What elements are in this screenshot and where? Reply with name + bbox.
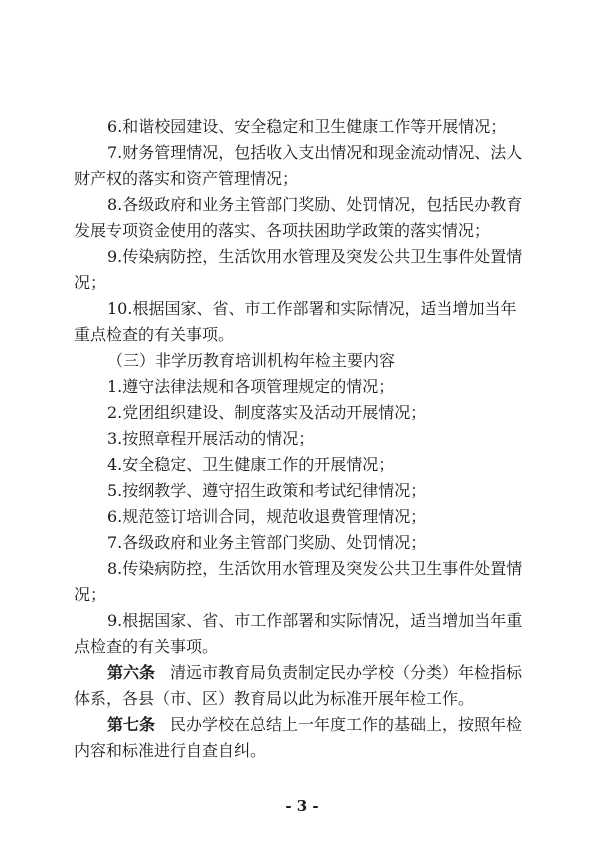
article-6-label: 第六条 [107, 663, 156, 682]
item-text: 发展专项资金使用的落实、各项扶困助学政策的落实情况； [74, 221, 491, 240]
item-text: 7.各级政府和业务主管部门奖励、处罚情况； [107, 533, 427, 552]
article-7-text: 民办学校在总结上一年度工作的基础上，按照年检 [170, 715, 523, 734]
item-text: 4.安全稳定、卫生健康工作的开展情况； [107, 455, 395, 474]
item-text: 2.党团组织建设、制度落实及活动开展情况； [107, 403, 427, 422]
item-text: 3.按照章程开展活动的情况； [107, 429, 315, 448]
item-text: 10.根据国家、省、市工作部署和实际情况，适当增加当年 [107, 299, 517, 318]
page-number: - 3 - [285, 797, 319, 815]
article-6-text: 清远市教育局负责制定民办学校（分类）年检指标 [170, 663, 523, 682]
item-text: 8.传染病防控，生活饮用水管理及突发公共卫生事件处置情 [107, 559, 523, 578]
item-text: 7.财务管理情况，包括收入支出情况和现金流动情况、法人 [107, 143, 523, 162]
article-7-text: 内容和标准进行自查自纠。 [74, 741, 267, 760]
item-text: 8.各级政府和业务主管部门奖励、处罚情况，包括民办教育 [107, 195, 523, 214]
item-text: 6.规范签订培训合同，规范收退费管理情况； [107, 507, 427, 526]
item-text: 9.传染病防控，生活饮用水管理及突发公共卫生事件处置情 [107, 247, 523, 266]
item-text: 5.按纲教学、遵守招生政策和考试纪律情况； [107, 481, 427, 500]
item-text: 况； [74, 273, 107, 292]
item-text: 1.遵守法律法规和各项管理规定的情况； [107, 377, 395, 396]
item-text: 况； [74, 585, 107, 604]
item-text: 9.根据国家、省、市工作部署和实际情况，适当增加当年重 [107, 611, 523, 630]
item-text: 财产权的落实和资产管理情况； [74, 169, 299, 188]
article-6-text: 体系，各县（市、区）教育局以此为标准开展年检工作。 [74, 689, 475, 708]
item-text: 点检查的有关事项。 [74, 637, 219, 656]
item-text: 重点检查的有关事项。 [74, 325, 235, 344]
section-heading-text: （三）非学历教育培训机构年检主要内容 [107, 351, 396, 370]
article-7-label: 第七条 [107, 715, 156, 734]
item-text: 6.和谐校园建设、安全稳定和卫生健康工作等开展情况； [107, 117, 507, 136]
